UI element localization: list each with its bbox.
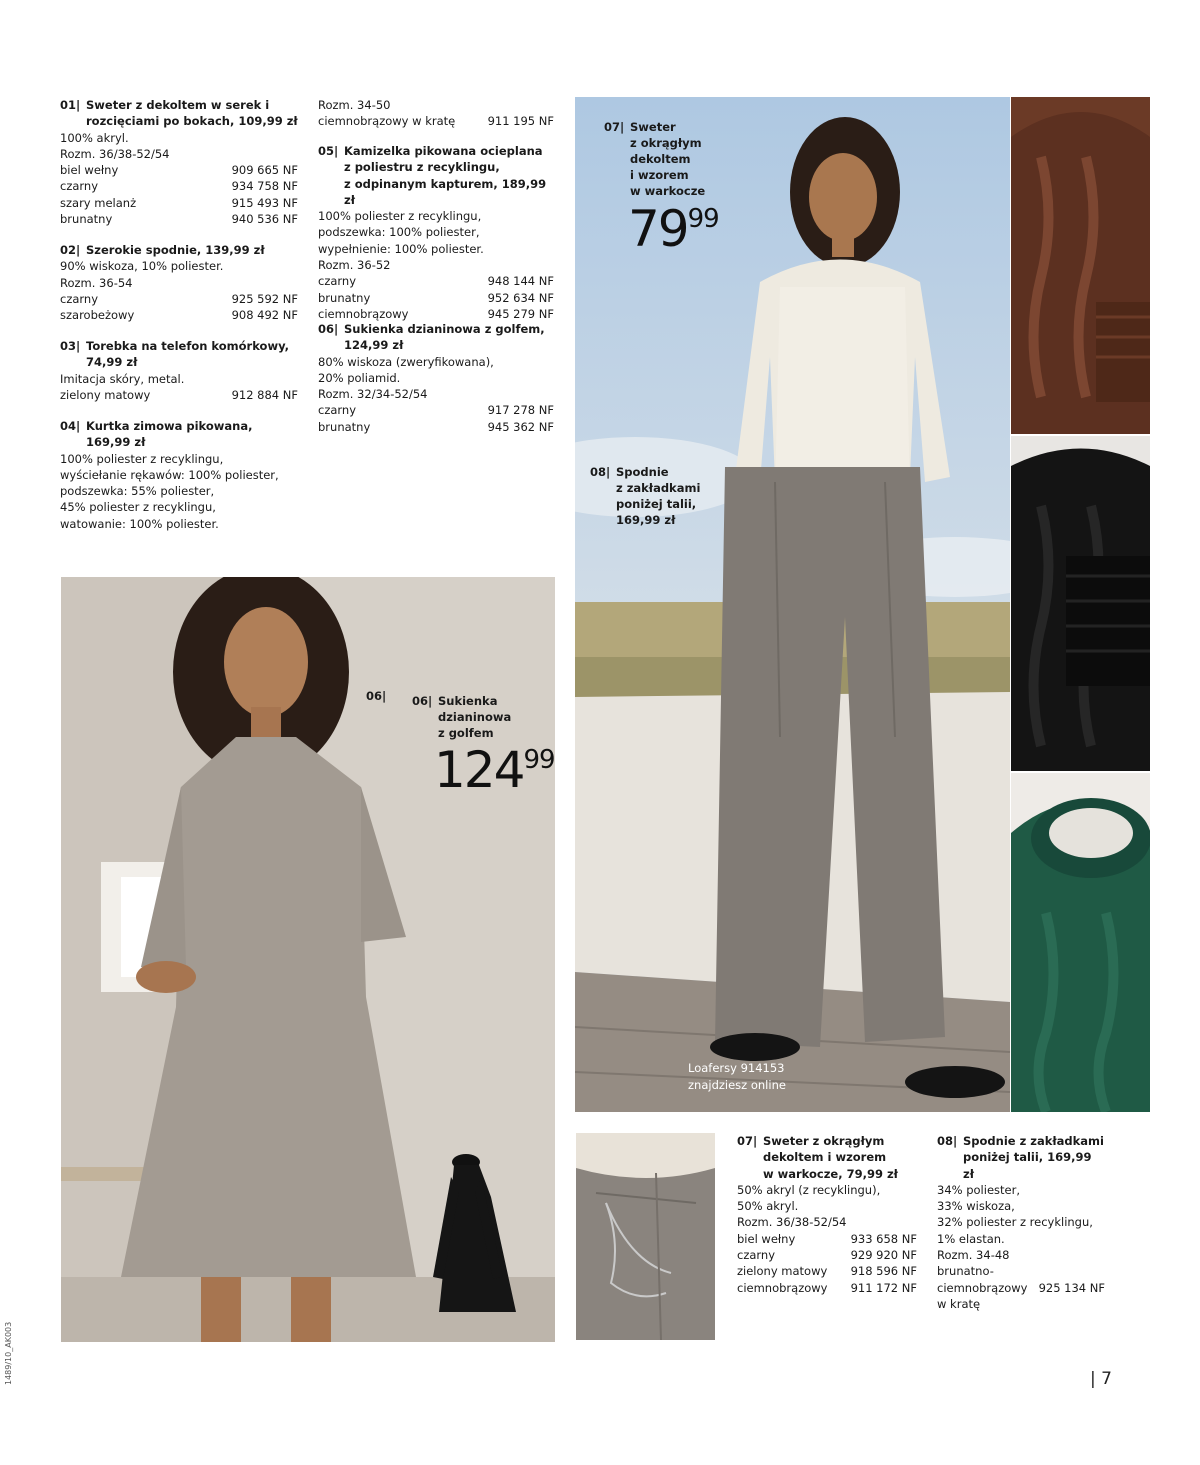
product-entry-07 — [737, 1133, 917, 1296]
product-entry-01 — [60, 97, 298, 227]
entry-title: Sukienka dzianinowa z golfem, 124,99 zł — [344, 322, 545, 353]
variant-row: ciemnobrązowy 911 172 NF — [737, 1280, 917, 1295]
swatch-green-knit — [1011, 773, 1150, 1112]
entry-number: 01| — [60, 98, 81, 112]
product-entry-06 — [318, 321, 554, 435]
entry-detail: 80% wiskoza (zweryfikowana), — [318, 354, 494, 369]
variant-row: ciemnobrązowy 925 134 NF — [937, 1280, 1105, 1295]
entry-detail: 90% wiskoza, 10% poliester. — [60, 259, 224, 274]
entry-title: Sweter z okrągłym dekoltem i wzorem w warkocze, 79,99 zł — [763, 1134, 898, 1181]
entry-detail: Rozm. 32/34-52/54 — [318, 387, 428, 402]
entry-detail: Imitacja skóry, metal. — [60, 371, 185, 386]
entry-title: Spodnie z zakładkami poniżej talii, 169,99 zł — [963, 1134, 1104, 1181]
entry-number: 03| — [60, 339, 81, 353]
entry-detail: 33% wiskoza, — [937, 1199, 1015, 1214]
product-entry-08 — [937, 1133, 1105, 1312]
entry-number: 07| — [737, 1134, 758, 1148]
entry-title: Sweter z dekoltem w serek i rozcięciami po bokach, 109,99 zł — [86, 98, 298, 129]
dress-price — [434, 741, 555, 799]
variant-row: czarny 948 144 NF — [318, 274, 554, 289]
dress-callout — [412, 693, 511, 741]
dress-marker: 06| — [366, 689, 387, 703]
entry-detail: 45% poliester z recyklingu, — [60, 500, 216, 515]
model-photo-dress — [61, 577, 555, 1342]
entry-number: 02| — [60, 243, 81, 257]
entry-detail: 34% poliester, — [937, 1182, 1020, 1197]
entry-title: Kamizelka pikowana ocieplana z poliestru z recyklingu, z odpinanym kapturem, 189,99 zł — [344, 144, 547, 207]
swatch-black-knit — [1011, 436, 1150, 771]
variant-row: szarobeżowy 908 492 NF — [60, 308, 298, 323]
entry-detail: w kratę — [937, 1296, 981, 1311]
callout-title: Spodnie z zakładkami poniżej talii, 169,99 zł — [616, 465, 701, 527]
entry-detail: podszewka: 100% poliester, — [318, 225, 480, 240]
entry-number: 04| — [60, 419, 81, 433]
variant-row: brunatny 940 536 NF — [60, 212, 298, 227]
product-entry-03 — [60, 338, 298, 403]
variant-row: czarny 925 592 NF — [60, 291, 298, 306]
callout-title: Sweter z okrągłym dekoltem i wzorem w warkocze — [630, 120, 706, 198]
entry-detail: watowanie: 100% poliester. — [60, 516, 219, 531]
price-main: 79 — [628, 200, 688, 258]
sweater-price — [628, 200, 719, 258]
entry-detail: brunatno- — [937, 1264, 994, 1279]
variant-row: szary melanż 915 493 NF — [60, 195, 298, 210]
entry-detail: Rozm. 34-50 — [318, 98, 391, 112]
callout-number: 07| — [604, 120, 625, 134]
variant-row: ciemnobrązowy 945 279 NF — [318, 306, 554, 321]
entry-detail: 100% akryl. — [60, 130, 129, 145]
entry-detail: 1% elastan. — [937, 1231, 1005, 1246]
entry-detail: 100% poliester z recyklingu, — [60, 451, 224, 466]
entry-detail: 20% poliamid. — [318, 370, 401, 385]
variant-row: czarny 929 920 NF — [737, 1248, 917, 1263]
product-entry-05 — [318, 143, 554, 322]
page-number: | 7 — [1090, 1369, 1112, 1389]
callout-number: 08| — [590, 465, 611, 479]
sweater-callout — [604, 119, 705, 199]
entry-detail: 100% poliester z recyklingu, — [318, 209, 482, 224]
entry-detail: Rozm. 36-54 — [60, 275, 133, 290]
entry-number: 06| — [318, 322, 339, 336]
variant-row: zielony matowy 912 884 NF — [60, 387, 298, 402]
product-entry-04 — [60, 418, 310, 532]
pants-callout — [590, 464, 700, 528]
variant-row: brunatny 952 634 NF — [318, 290, 554, 305]
callout-number: 06| — [412, 694, 433, 708]
variant-row: czarny 917 278 NF — [318, 403, 554, 418]
entry-detail: wypełnienie: 100% poliester. — [318, 241, 484, 256]
entry-detail: 50% akryl (z recyklingu), — [737, 1182, 881, 1197]
variant-row: biel wełny 933 658 NF — [737, 1231, 917, 1246]
variant-row: zielony matowy 918 596 NF — [737, 1264, 917, 1279]
entry-number: 08| — [937, 1134, 958, 1148]
callout-title: Sukienka dzianinowa z golfem — [438, 694, 512, 740]
variant-row: ciemnobrązowy w kratę 911 195 NF — [318, 114, 554, 129]
entry-number: 05| — [318, 144, 339, 158]
entry-detail: Rozm. 36/38-52/54 — [737, 1215, 847, 1230]
variant-row: biel wełny 909 665 NF — [60, 163, 298, 178]
entry-title: Torebka na telefon komórkowy, 74,99 zł — [86, 339, 290, 370]
entry-detail: 50% akryl. — [737, 1199, 799, 1214]
entry-detail: Rozm. 36-52 — [318, 258, 391, 273]
price-main: 124 — [434, 741, 524, 799]
entry-detail: wyściełanie rękawów: 100% poliester, — [60, 467, 279, 482]
product-entry-02 — [60, 242, 298, 323]
product-entry-04-continued — [318, 97, 554, 130]
entry-detail: Rozm. 34-48 — [937, 1248, 1010, 1263]
print-code: 1489/10_AK003 — [4, 1321, 13, 1385]
price-cents: 99 — [523, 745, 555, 775]
variant-row: brunatny 945 362 NF — [318, 419, 554, 434]
entry-title: Szerokie spodnie, 139,99 zł — [86, 243, 265, 257]
pants-detail-photo — [576, 1133, 715, 1340]
loafers-note: Loafersy 914153 znajdziesz online — [688, 1061, 786, 1092]
price-cents: 99 — [687, 204, 719, 234]
entry-detail: podszewka: 55% poliester, — [60, 484, 215, 499]
entry-detail: Rozm. 36/38-52/54 — [60, 146, 170, 161]
swatch-brown-knit — [1011, 97, 1150, 434]
variant-row: czarny 934 758 NF — [60, 179, 298, 194]
entry-detail: 32% poliester z recyklingu, — [937, 1215, 1093, 1230]
entry-title: Kurtka zimowa pikowana, 169,99 zł — [86, 419, 253, 450]
